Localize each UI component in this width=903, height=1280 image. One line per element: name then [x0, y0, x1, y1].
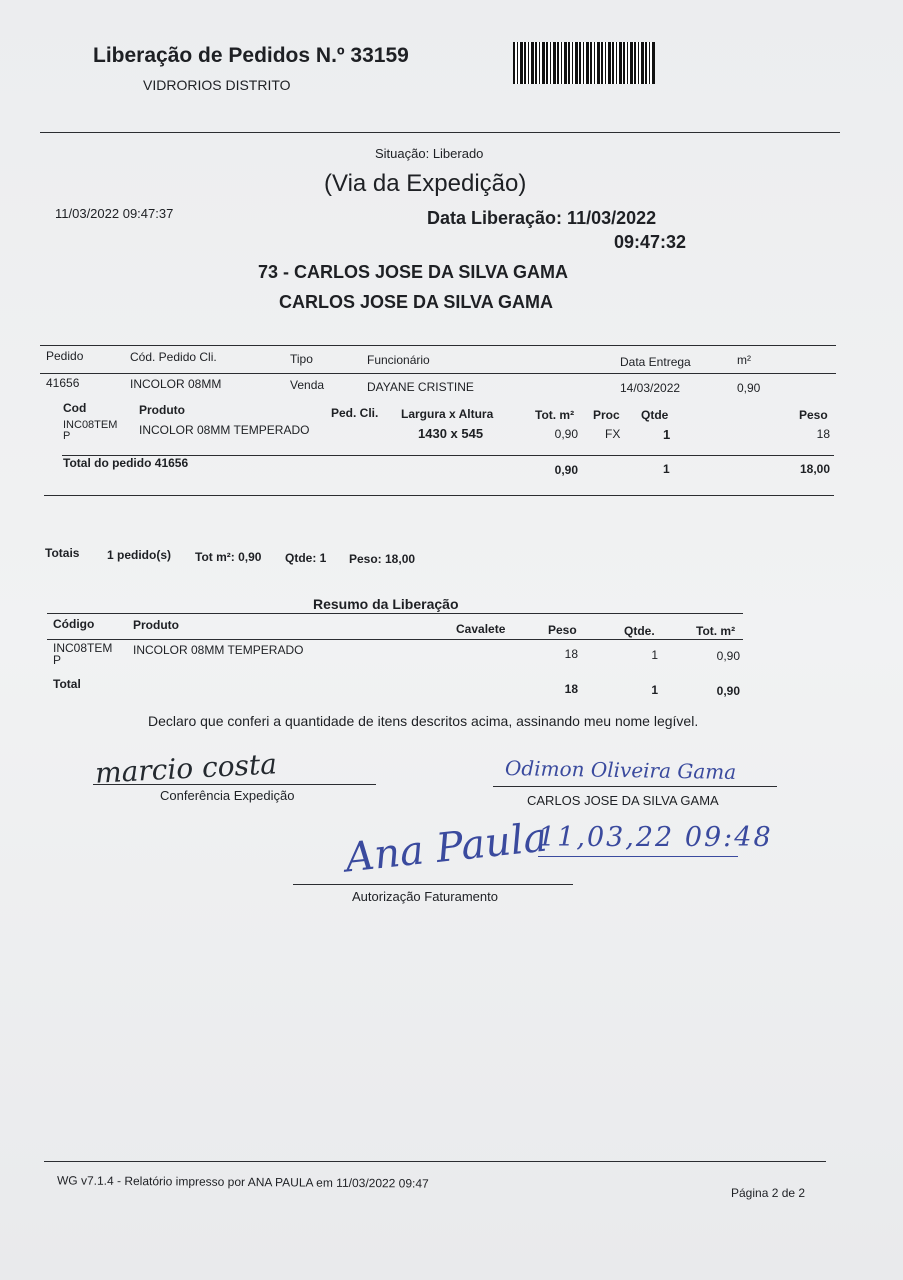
header-divider	[40, 132, 840, 133]
summary-cell-produto: INCOLOR 08MM TEMPERADO	[133, 643, 304, 657]
order-total-label: Total do pedido 41656	[63, 456, 189, 470]
order-total-m2: 0,90	[554, 463, 578, 477]
cell-m2: 0,90	[737, 381, 761, 395]
col-peso: Peso	[799, 408, 828, 422]
summary-header-line	[47, 639, 743, 640]
conferencia-signature: marcio costa	[94, 747, 278, 790]
summary-cell-codigo-line1: INC08TEM	[53, 641, 113, 655]
col-qtde: Qtde	[641, 408, 669, 422]
footer-printed-by: WG v7.1.4 - Relatório impresso por ANA PAULA em 11/03/2022 09:47	[56, 1173, 429, 1191]
client-signature-label: CARLOS JOSE DA SILVA GAMA	[527, 793, 719, 808]
col-m2: m²	[737, 353, 751, 367]
summary-title: Resumo da Liberação	[313, 596, 459, 612]
col-funcionario: Funcionário	[367, 353, 430, 367]
totals-peso: Peso: 18,00	[349, 552, 416, 566]
company-name: VIDRORIOS DISTRITO	[143, 77, 291, 93]
autorizacao-label: Autorização Faturamento	[352, 889, 498, 904]
summary-cell-codigo	[53, 642, 112, 666]
cell-tot-m2: 0,90	[554, 427, 578, 441]
order-table-top-line	[40, 345, 836, 346]
totals-m2: Tot m²: 0,90	[195, 550, 262, 564]
cell-proc: FX	[605, 427, 621, 441]
document-title: Liberação de Pedidos N.º 33159	[93, 44, 409, 67]
print-datetime: 11/03/2022 09:47:37	[55, 206, 174, 221]
col-cod-cli: Cód. Pedido Cli.	[130, 350, 217, 364]
cell-cod-line2: P	[63, 430, 71, 442]
autorizacao-signature-line	[293, 884, 573, 885]
handwritten-date: 11,03,22 09:48	[538, 822, 773, 853]
summary-top-line	[47, 613, 743, 614]
summary-col-peso: Peso	[548, 623, 577, 637]
order-total-qtde: 1	[663, 462, 670, 476]
declaration-text: Declaro que conferi a quantidade de itens descritos acima, assinando meu nome legível.	[148, 713, 699, 729]
order-bottom-line	[44, 495, 834, 496]
col-proc: Proc	[593, 408, 620, 422]
col-produto: Produto	[139, 403, 185, 417]
summary-cell-peso: 18	[564, 647, 578, 661]
col-tot-m2: Tot. m²	[535, 408, 575, 422]
summary-col-codigo: Código	[53, 617, 95, 631]
autorizacao-signature: Ana Paula	[343, 814, 550, 882]
col-cod: Cod	[63, 401, 87, 415]
footer-divider	[44, 1161, 826, 1162]
barcode-icon	[513, 42, 655, 84]
summary-total-qtde: 1	[651, 683, 658, 697]
col-largura-altura: Largura x Altura	[401, 407, 494, 421]
cell-cod-line1: INC08TEM	[63, 419, 118, 431]
page-number: Página 2 de 2	[731, 1186, 806, 1200]
col-ped-cli: Ped. Cli.	[331, 406, 379, 420]
cell-largura-altura: 1430 x 545	[418, 426, 484, 441]
client-signature-line	[493, 786, 777, 787]
client-name: 73 - CARLOS JOSE DA SILVA GAMA	[258, 262, 569, 282]
totals-label: Totais	[45, 546, 80, 560]
handwritten-date-underline	[538, 856, 738, 857]
order-total-peso: 18,00	[799, 462, 830, 476]
col-pedido: Pedido	[46, 349, 84, 363]
via-label: (Via da Expedição)	[324, 170, 527, 197]
conferencia-label: Conferência Expedição	[160, 788, 295, 803]
client-signature: Odimon Oliveira Gama	[504, 755, 737, 785]
summary-col-tot-m2: Tot. m²	[696, 624, 736, 638]
cell-produto: INCOLOR 08MM TEMPERADO	[139, 423, 310, 437]
summary-cell-tot-m2: 0,90	[716, 649, 740, 663]
order-header-line	[40, 373, 836, 374]
summary-col-produto: Produto	[133, 618, 179, 632]
situation-label: Situação: Liberado	[375, 146, 484, 161]
cell-data-entrega: 14/03/2022	[620, 381, 681, 395]
cell-pedido: 41656	[46, 376, 80, 390]
col-tipo: Tipo	[290, 352, 313, 366]
cell-cod	[63, 420, 117, 442]
summary-cell-qtde: 1	[651, 648, 658, 662]
col-data-entrega: Data Entrega	[620, 355, 691, 369]
client-name-secondary: CARLOS JOSE DA SILVA GAMA	[279, 292, 554, 312]
cell-tipo: Venda	[290, 378, 325, 392]
totals-qtde: Qtde: 1	[285, 551, 327, 565]
cell-funcionario: DAYANE CRISTINE	[367, 380, 474, 394]
summary-col-qtde: Qtde.	[624, 624, 655, 638]
summary-total-peso: 18	[564, 682, 578, 696]
summary-cell-codigo-line2: P	[53, 653, 62, 667]
summary-total-m2: 0,90	[716, 684, 740, 698]
release-time: 09:47:32	[614, 232, 687, 252]
summary-total-label: Total	[53, 677, 81, 691]
cell-qtde: 1	[663, 427, 671, 442]
summary-col-cavalete: Cavalete	[456, 622, 506, 636]
totals-pedidos: 1 pedido(s)	[107, 548, 172, 562]
release-date: Data Liberação: 11/03/2022	[427, 208, 657, 228]
cell-peso: 18	[816, 427, 830, 441]
conferencia-signature-line	[93, 784, 376, 785]
cell-cod-cli: INCOLOR 08MM	[130, 377, 222, 391]
